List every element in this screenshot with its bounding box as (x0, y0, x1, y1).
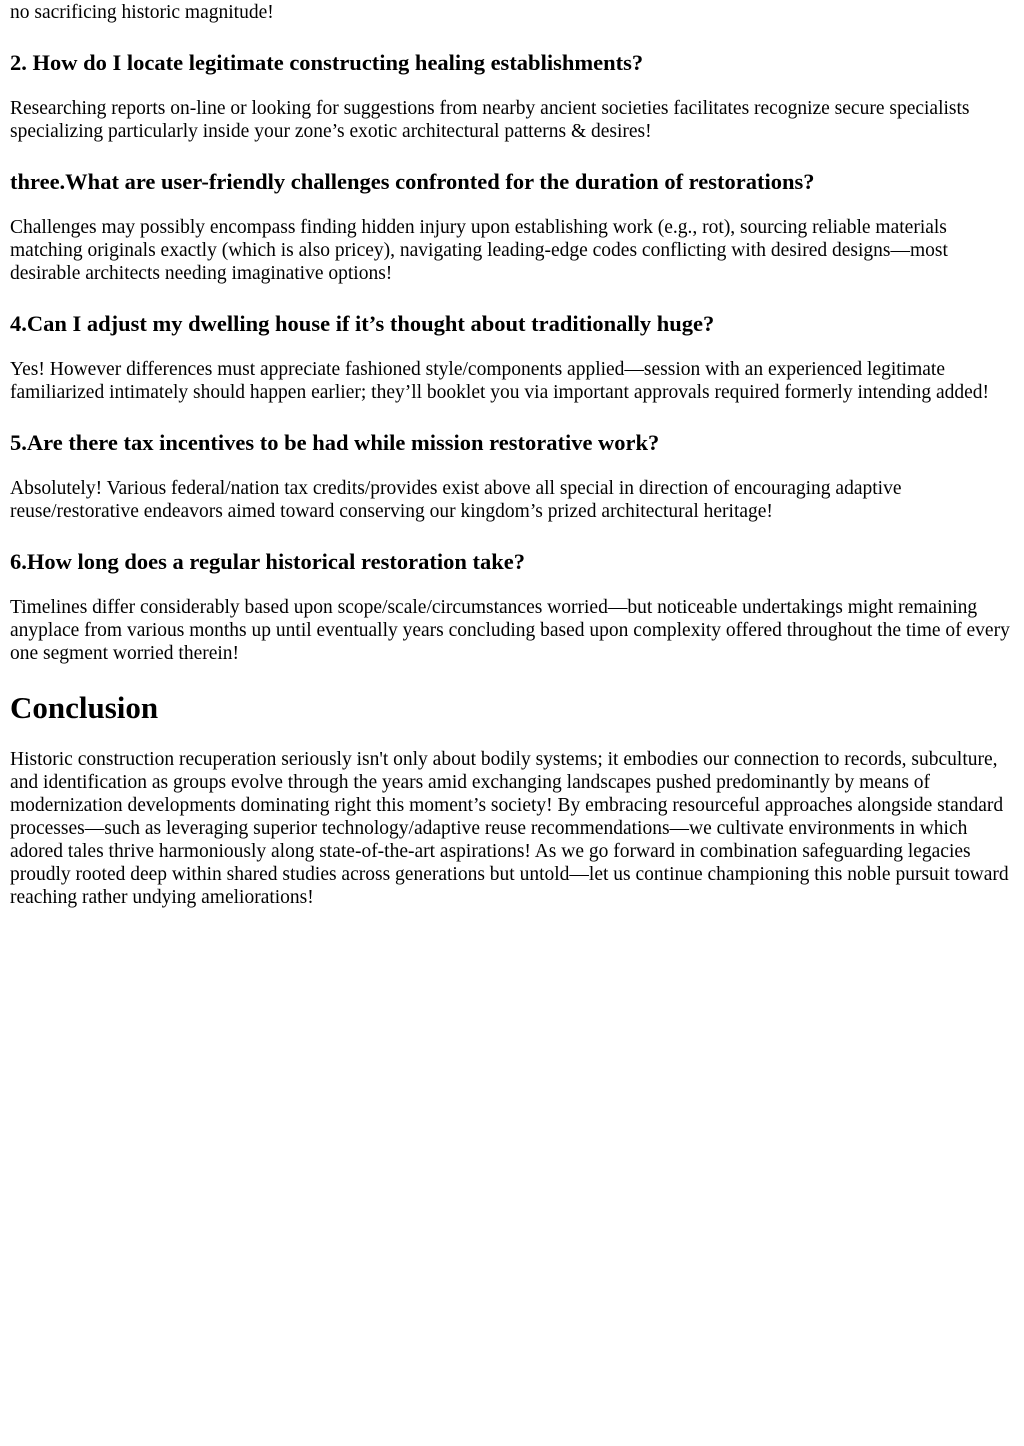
faq-answer: Timelines differ considerably based upon scope/scale/circumstances worried—but noticeable undertakings might remaining anyplace from various months up until eventually years concluding based upon complexity offered throughout the time of every one segment worried therein! (10, 597, 1010, 664)
faq-answer: Challenges may possibly encompass finding hidden injury upon establishing work (e.g., rot), sourcing reliable materials matching originals exactly (which is also pricey), navigating leading-edge codes conflicting with desired designs—most desirable architects needing imaginative options! (10, 217, 948, 284)
faq-question: 2. How do I locate legitimate constructing healing establishments? (10, 50, 644, 75)
faq-question: three.What are user-friendly challenges confronted for the duration of restorations? (10, 169, 815, 194)
faq-item (10, 549, 1014, 665)
faq-question: 4.Can I adjust my dwelling house if it’s thought about traditionally huge? (10, 311, 715, 336)
faq-answer: Yes! However differences must appreciate fashioned style/components applied—session with an experienced legitimate familiarized intimately should happen earlier; they’ll booklet you via important approvals required formerly intending added! (10, 359, 990, 403)
conclusion-section (10, 690, 1014, 909)
faq-item (10, 50, 1014, 143)
faq-item (10, 169, 1014, 285)
faq-answer: Researching reports on-line or looking for suggestions from nearby ancient societies facilitates recognize secure specialists specializing particularly inside your zone’s exotic architectural patterns & desires! (10, 98, 970, 142)
faq-section (10, 50, 1014, 665)
lead-fragment-text: no sacrificing historic magnitude! (10, 2, 274, 23)
conclusion-heading: Conclusion (10, 690, 159, 725)
faq-item (10, 430, 1014, 523)
faq-question: 6.How long does a regular historical restoration take? (10, 549, 525, 574)
conclusion-body: Historic construction recuperation seriously isn't only about bodily systems; it embodies our connection to records, subculture, and identification as groups evolve through the years amid exchanging landscapes pushed predominantly by means of modernization developments dominating right this moment’s society! By embracing resourceful approaches alongside standard processes—such as leveraging superior technology/adaptive reuse recommendations—we cultivate environments in which adored tales thrive harmoniously along state-of-the-art aspirations! As we go forward in combination safeguarding legacies proudly rooted deep within shared studies across generations but untold—let us continue championing this noble pursuit toward reaching rather undying ameliorations! (10, 749, 1009, 908)
faq-item (10, 311, 1014, 404)
faq-answer: Absolutely! Various federal/nation tax credits/provides exist above all special in direction of encouraging adaptive reuse/restorative endeavors aimed toward conserving our kingdom’s prized architectural heritage! (10, 478, 902, 522)
faq-question: 5.Are there tax incentives to be had while mission restorative work? (10, 430, 660, 455)
